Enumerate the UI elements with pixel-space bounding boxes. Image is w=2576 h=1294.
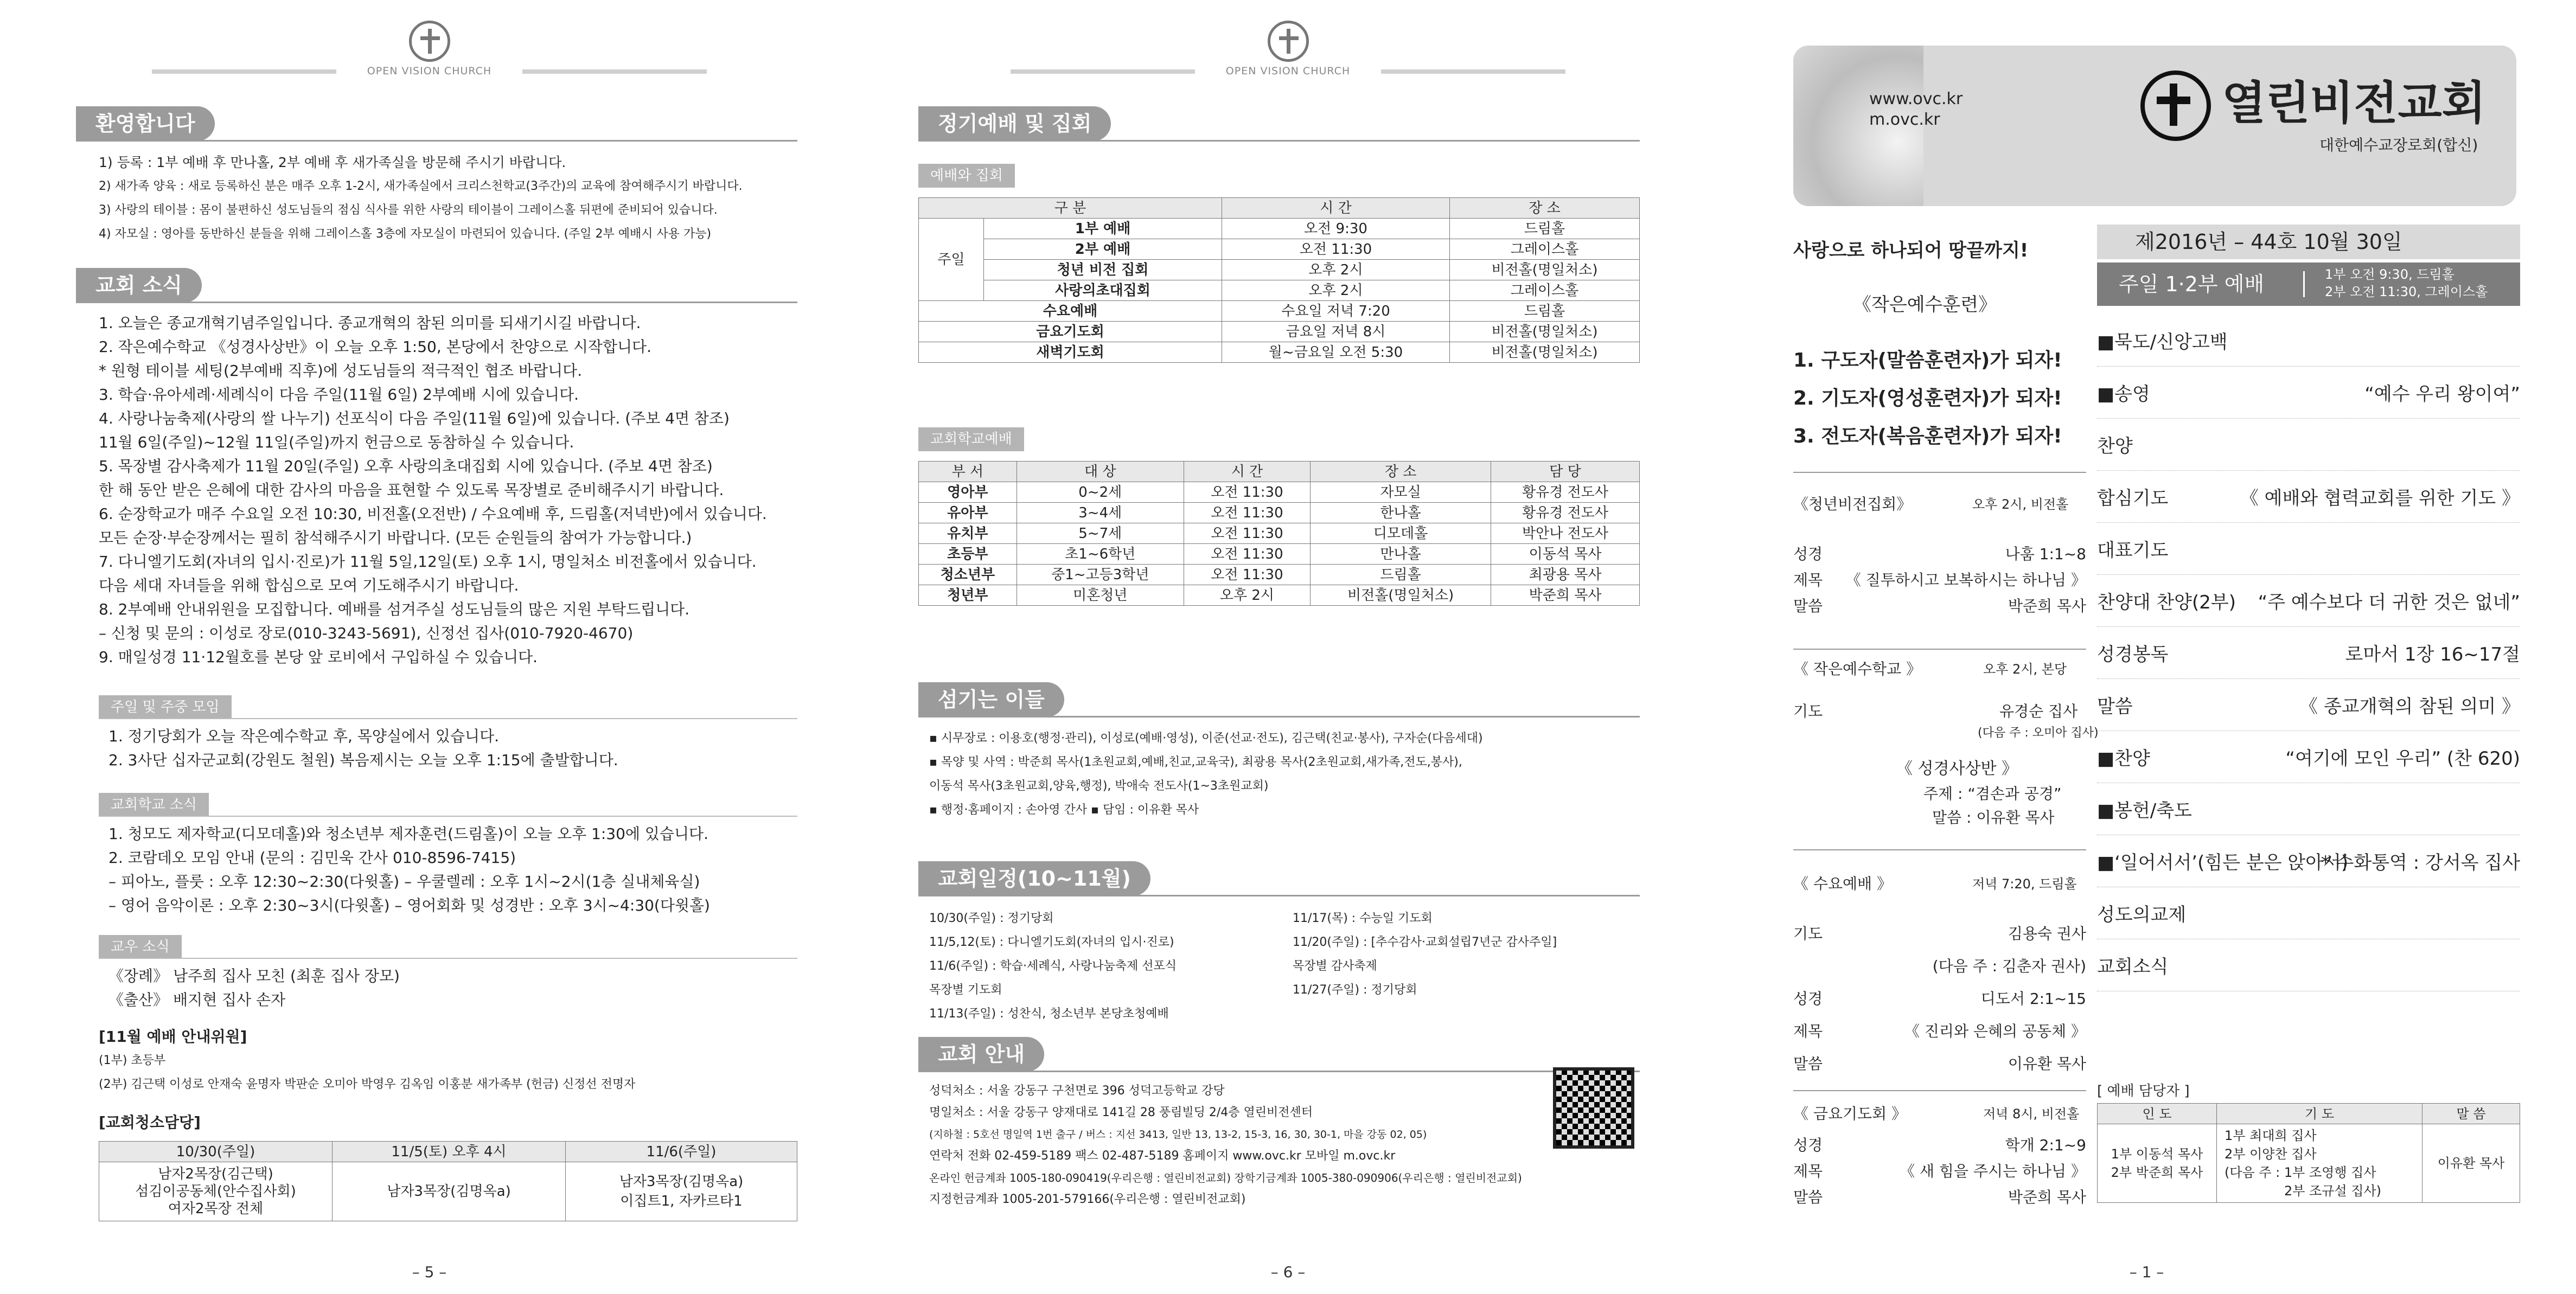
school-cell: 청소년부	[919, 565, 1017, 585]
worship-cell: 월~금요일 오전 5:30	[1222, 342, 1450, 363]
worship-cell: 금요일 저녁 8시	[1222, 322, 1450, 342]
divider	[1793, 649, 2086, 650]
small-school-speaker: 말씀 : 이유환 목사	[1932, 809, 2055, 827]
cleaning-title: [교회청소담당]	[99, 1113, 201, 1131]
divider	[918, 1071, 1640, 1072]
worship-cell: 금요기도회	[919, 322, 1222, 342]
worship-sub-title: 예배와 집회	[918, 164, 1015, 188]
news-line: * 원형 테이블 세팅(2부예배 직후)에 성도님들의 적극적인 협조 바랍니다.	[99, 362, 583, 380]
worship-cell: 1부 예배	[984, 219, 1222, 239]
worship-cell: 드림홀	[1450, 301, 1640, 322]
wednesday-time: 저녁 7:20, 드림홀	[1972, 876, 2077, 892]
small-school-subject: 주제 : “겸손과 공경”	[1923, 785, 2062, 803]
info-value: 디도서 2:1~15	[1980, 990, 2086, 1008]
duty-header: 인 도	[2098, 1104, 2217, 1124]
news-line: 2. 작은예수학교 《성경사상반》이 오늘 오후 1:50, 본당에서 찬양으로 시작합니다.	[99, 338, 651, 356]
cleaning-cell-line: 여자2목장 전체	[168, 1201, 264, 1217]
section-servants-title: 섬기는 이들	[918, 682, 1064, 717]
school-header: 담 당	[1491, 462, 1640, 482]
church-subtitle: OPEN VISION CHURCH	[367, 65, 492, 77]
order-label: 교회소식	[2097, 956, 2169, 978]
denomination: 대한예수교장로회(합신)	[2319, 136, 2478, 154]
info-label: 말씀	[1793, 597, 1823, 615]
order-label: 성경봉독	[2097, 644, 2169, 665]
worship-cell: 오후 2시	[1222, 260, 1450, 280]
section-worship-title: 정기예배 및 집회	[918, 106, 1111, 141]
order-label: ■송영	[2097, 383, 2150, 405]
cleaning-header: 10/30(주일)	[99, 1142, 333, 1162]
section-calendar-title: 교회일정(10~11월)	[918, 861, 1150, 896]
info-label: 성경	[1793, 990, 1823, 1008]
welcome-item: 1) 등록 : 1부 예배 후 만나홀, 2부 예배 후 새가족실을 방문해 주시기 바랍니다.	[99, 155, 566, 170]
worship-cell: 드림홀	[1450, 219, 1640, 239]
church-rule	[1011, 65, 1565, 79]
info-value: 《 새 힘을 주시는 하나님 》	[1900, 1162, 2086, 1180]
training-title: 《작은예수훈련》	[1853, 294, 1997, 316]
service-time: 2부 오전 11:30, 그레이스홀	[2325, 284, 2488, 299]
order-item	[2097, 630, 2520, 679]
small-school-prayer-next: (다음 주 : 오미아 집사)	[1978, 726, 2099, 740]
school-table	[918, 461, 1640, 606]
school-cell: 오전 11:30	[1184, 503, 1310, 523]
info-label: 제목	[1793, 1162, 1823, 1180]
order-item	[2097, 943, 2520, 991]
duty-prayer-line: 2부 이양찬 집사	[2225, 1146, 2317, 1162]
worship-group: 주일	[919, 219, 984, 301]
guide-line: (지하철 : 5호선 명일역 1번 출구 / 버스 : 지선 3413, 일반 13, 13-2, 15-3, 16, 30, 30-1, 마을 강동 02, 05)	[929, 1129, 1427, 1141]
calendar-line: 목장별 기도회	[929, 983, 1002, 997]
service-time: 1부 오전 9:30, 드림홀	[2325, 267, 2454, 282]
school-cell: 자모실	[1311, 482, 1491, 503]
church-logo-small	[0, 21, 859, 64]
member-news-line: 《출산》 배지현 집사 손자	[108, 991, 286, 1009]
school-news-line: 1. 청모도 제자학교(디모데홀)와 청소년부 제자훈련(드림홀)이 오늘 오후 1:30에 있습니다.	[108, 825, 708, 843]
page-number: – 5 –	[412, 1263, 447, 1281]
cross-icon	[409, 21, 450, 62]
school-sub-title: 교회학교예배	[918, 427, 1024, 451]
welcome-item: 4) 자모실 : 영아를 동반하신 분들을 위해 그레이스홀 3층에 자모실이 마련되어 있습니다. (주일 2부 예배시 사용 가능)	[99, 227, 712, 241]
small-school-class: 《 성경사상반 》	[1896, 759, 2018, 778]
news-line: 9. 매일성경 11·12월호를 본당 앞 로비에서 구입하실 수 있습니다.	[99, 648, 538, 666]
info-label: 제목	[1793, 571, 1823, 589]
servants-line: ▪ 목양 및 사역 : 박준희 목사(1초원교회,예배,친교,교육국), 최광용 목사(2초원교회,새가족,전도,봉사),	[929, 755, 1462, 769]
order-item	[2097, 578, 2520, 627]
welcome-item: 2) 새가족 양육 : 새로 등록하신 분은 매주 오후 1-2시, 새가족실에서 크리스천학교(3주간)의 교육에 참여해주시기 바랍니다.	[99, 180, 743, 193]
info-value: 이유환 목사	[2008, 1055, 2086, 1073]
cleaning-cell	[566, 1162, 797, 1221]
school-cell: 황유경 전도사	[1491, 503, 1640, 523]
worship-cell: 비전홀(명일처소)	[1450, 322, 1640, 342]
duty-lead-line: 1부 이동석 목사	[2111, 1146, 2203, 1162]
info-value: 학개 2:1~9	[2005, 1136, 2086, 1154]
worship-cell: 그레이스홀	[1450, 280, 1640, 301]
cleaning-header: 11/5(토) 오후 4시	[333, 1142, 566, 1162]
ushers-line: (1부) 초등부	[99, 1054, 166, 1067]
news-line: 11월 6일(주일)~12월 11일(주일)까지 헌금으로 동참하실 수 있습니다.	[99, 433, 574, 451]
training-item: 2. 기도자(영성훈련자)가 되자!	[1793, 387, 2062, 409]
guide-line: 온라인 헌금계좌 1005-180-090419(우리은행 : 열린비전교회) 장학기금계좌 1005-380-090906(우리은행 : 열린비전교회)	[929, 1171, 1522, 1184]
school-cell: 드림홀	[1311, 565, 1491, 585]
cross-icon	[1268, 21, 1309, 62]
member-news-line: 《장례》 남주희 집사 모친 (최훈 집사 장모)	[108, 967, 400, 985]
info-value: 박준희 목사	[2008, 597, 2086, 615]
calendar-line: 11/27(주일) : 정기당회	[1293, 983, 1417, 997]
order-value: 《 종교개혁의 참된 의미 》	[2299, 696, 2520, 718]
duty-prayer-line: (다음 주 : 1부 조영행 집사	[2225, 1165, 2376, 1180]
worship-header: 시 간	[1222, 198, 1450, 219]
news-line: 3. 학습·유아세례·세례식이 다음 주일(11월 6일) 2부예배 시에 있습니다.	[99, 386, 579, 403]
order-item	[2097, 838, 2520, 887]
order-label: 대표기도	[2097, 540, 2169, 561]
order-label: 찬양대 찬양(2부)	[2097, 592, 2236, 613]
order-item	[2097, 370, 2520, 419]
cleaning-cell-line: 남자3목장(김명옥a)	[619, 1174, 744, 1190]
divider	[99, 816, 797, 817]
training-item: 3. 전도자(복음훈련자)가 되자!	[1793, 425, 2062, 447]
service-label: 주일 1·2부 예배	[2119, 272, 2265, 296]
order-label: ■묵도/신앙고백	[2097, 331, 2228, 353]
worship-header: 구 분	[919, 198, 1222, 219]
worship-row	[919, 260, 1640, 280]
guide-line: 명일처소 : 서울 강동구 양재대로 141길 28 풍림빌딩 2/4층 열린비전센터	[929, 1106, 1313, 1119]
servants-line: 이동석 목사(3초원교회,양육,행정), 박애숙 전도사(1~3초원교회)	[929, 779, 1269, 793]
cross-heart-icon	[2140, 71, 2211, 141]
school-cell: 오전 11:30	[1184, 565, 1310, 585]
cleaning-cell-line: 섬김이공동체(안수집사회)	[135, 1183, 296, 1200]
school-cell: 영아부	[919, 482, 1017, 503]
info-value: 나훔 1:1~8	[2005, 545, 2086, 563]
friday-time: 저녁 8시, 비전홀	[1983, 1106, 2080, 1122]
news-line: 6. 순장학교가 매주 수요일 오전 10:30, 비전홀(오전반) / 수요예배 후, 드림홀(저녁반)에서 있습니다.	[99, 505, 767, 523]
school-cell: 오전 11:30	[1184, 482, 1310, 503]
school-cell: 만나홀	[1311, 544, 1491, 565]
group-line: 2. 3사단 십자군교회(강원도 철원) 복음제시는 오늘 오후 1:15에 출발합니다.	[108, 751, 618, 769]
wednesday-title: 《 수요예배 》	[1793, 875, 1892, 893]
order-value: “주 예수보다 더 귀한 것은 없네”	[2258, 592, 2520, 613]
page-1-cover	[1717, 0, 2576, 1294]
youth-title: 《청년비전집회》	[1793, 495, 1912, 513]
page-number: – 1 –	[2129, 1263, 2164, 1281]
section-member-news-title: 교우 소식	[99, 935, 182, 959]
worship-cell: 새벽기도회	[919, 342, 1222, 363]
page-6	[859, 0, 1717, 1294]
page-number: – 6 –	[1270, 1263, 1306, 1281]
order-label: ■봉헌/축도	[2097, 800, 2192, 822]
order-item	[2097, 526, 2520, 575]
calendar-line: 11/13(주일) : 성찬식, 청소년부 본당초청예배	[929, 1007, 1169, 1021]
news-line: 1. 오늘은 종교개혁기념주일입니다. 종교개혁의 참된 의미를 되새기시길 바랍니다.	[99, 314, 641, 332]
divider	[1793, 472, 2086, 473]
cleaning-cell: 남자3목장(김명옥a)	[333, 1162, 566, 1221]
school-cell: 오전 11:30	[1184, 544, 1310, 565]
worship-cell: 오후 2시	[1222, 280, 1450, 301]
calendar-line: 11/5,12(토) : 다니엘기도회(자녀의 입시·진로)	[929, 936, 1174, 949]
info-label: 기도	[1793, 925, 1823, 943]
worship-cell: 그레이스홀	[1450, 239, 1640, 260]
school-header: 부 서	[919, 462, 1017, 482]
order-label: 성도의교제	[2097, 904, 2187, 926]
worship-row	[919, 301, 1640, 322]
news-line: 다음 세대 자녀들을 위해 합심으로 모여 기도해주시기 바랍니다.	[99, 576, 519, 594]
order-item	[2097, 786, 2520, 835]
info-label: 성경	[1793, 1136, 1823, 1154]
calendar-line: 11/20(주일) : [추수감사·교회설립7년군 감사주일]	[1293, 936, 1557, 949]
school-cell: 3~4세	[1017, 503, 1184, 523]
small-school-prayer-label: 기도	[1793, 702, 1823, 720]
section-group-title: 주일 및 주중 모임	[99, 695, 232, 719]
section-school-news-title: 교회학교 소식	[99, 793, 209, 817]
small-school-title: 《 작은예수학교 》	[1793, 660, 1922, 678]
school-header: 장 소	[1311, 462, 1491, 482]
school-cell: 중1~고등3학년	[1017, 565, 1184, 585]
order-label: ■찬양	[2097, 748, 2150, 770]
section-welcome-title: 환영합니다	[76, 106, 215, 141]
school-cell: 오후 2시	[1184, 585, 1310, 606]
order-item	[2097, 682, 2520, 731]
worship-cell: 오전 9:30	[1222, 219, 1450, 239]
group-line: 1. 정기당회가 오늘 작은예수학교 후, 목양실에서 있습니다.	[108, 727, 500, 745]
school-cell: 한나홀	[1311, 503, 1491, 523]
info-label: 제목	[1793, 1022, 1823, 1040]
cleaning-cell-line: 이집트1, 자카르타1	[620, 1193, 743, 1209]
section-guide-title: 교회 안내	[918, 1037, 1044, 1072]
school-cell: 황유경 전도사	[1491, 482, 1640, 503]
section-news-title: 교회 소식	[76, 268, 202, 303]
cleaning-header: 11/6(주일)	[566, 1142, 797, 1162]
school-cell: 청년부	[919, 585, 1017, 606]
info-label: 말씀	[1793, 1188, 1823, 1206]
worship-cell: 청년 비전 집회	[984, 260, 1222, 280]
worship-row	[919, 322, 1640, 342]
school-cell: 박준희 목사	[1491, 585, 1640, 606]
school-cell: 유치부	[919, 523, 1017, 544]
school-header: 대 상	[1017, 462, 1184, 482]
worship-row	[919, 280, 1640, 301]
duty-lead	[2098, 1124, 2217, 1203]
school-cell: 박안나 전도사	[1491, 523, 1640, 544]
school-cell: 오전 11:30	[1184, 523, 1310, 544]
service-band	[2097, 262, 2520, 306]
worship-cell: 비전홀(명일처소)	[1450, 342, 1640, 363]
order-label: 찬양	[2097, 435, 2133, 457]
news-line: 8. 2부예배 안내위원을 모집합니다. 예배를 섬겨주실 성도님들의 많은 지원 부탁드립니다.	[99, 600, 690, 618]
school-cell: 초1~6학년	[1017, 544, 1184, 565]
order-label: 말씀	[2097, 696, 2133, 718]
church-name: 열린비전교회	[2222, 76, 2486, 130]
worship-cell: 2부 예배	[984, 239, 1222, 260]
order-label: 합심기도	[2097, 488, 2169, 509]
divider	[918, 140, 1640, 142]
youth-time: 오후 2시, 비전홀	[1972, 497, 2069, 512]
school-row	[919, 565, 1640, 585]
order-value: 《 예배와 협력교회를 위한 기도 》	[2240, 488, 2520, 509]
school-news-line: – 피아노, 플룻 : 오후 12:30~2:30(다윗홀) – 우쿨렐레 : 오후 1시~2시(1층 실내체육실)	[108, 873, 700, 891]
small-school-time: 오후 2시, 본당	[1983, 662, 2067, 677]
school-cell: 초등부	[919, 544, 1017, 565]
duty-title: [ 예배 담당자 ]	[2097, 1083, 2190, 1099]
info-label: 성경	[1793, 545, 1823, 563]
duty-header: 말 씀	[2422, 1104, 2520, 1124]
info-value: 《 진리와 은혜의 공동체 》	[1904, 1022, 2086, 1040]
worship-row	[919, 342, 1640, 363]
church-logo	[2140, 65, 2498, 168]
school-row	[919, 544, 1640, 565]
mobile-url[interactable]: m.ovc.kr	[1869, 110, 1940, 129]
school-row	[919, 585, 1640, 606]
school-cell: 5~7세	[1017, 523, 1184, 544]
duty-table	[2097, 1103, 2520, 1203]
ushers-title: [11월 예배 안내위원]	[99, 1028, 247, 1046]
friday-title: 《 금요기도회 》	[1793, 1105, 1907, 1123]
school-cell: 유아부	[919, 503, 1017, 523]
divider	[2303, 271, 2305, 297]
worship-row	[919, 239, 1640, 260]
worship-cell: 비전홀(명일처소)	[1450, 260, 1640, 280]
duty-header: 기 도	[2217, 1104, 2422, 1124]
cleaning-cell	[99, 1162, 333, 1221]
divider	[76, 302, 797, 303]
duty-prayer-line: 2부 조규설 집사)	[2284, 1183, 2381, 1199]
order-value: “여기에 모인 우리” (찬 620)	[2285, 748, 2520, 770]
school-row	[919, 523, 1640, 544]
info-value: 박준희 목사	[2008, 1188, 2086, 1206]
divider	[918, 895, 1640, 896]
news-line: 한 해 동안 받은 은혜에 대한 감사의 마음을 표현할 수 있도록 목장별로 준비해주시기 바랍니다.	[99, 481, 724, 499]
church-subtitle: OPEN VISION CHURCH	[1225, 65, 1351, 77]
duty-prayer-line: 1부 최대희 집사	[2225, 1128, 2317, 1143]
worship-row	[919, 219, 1640, 239]
worship-cell: 수요일 저녁 7:20	[1222, 301, 1450, 322]
duty-word: 이유환 목사	[2422, 1124, 2520, 1203]
issue-number: 제2016년 – 44호 10월 30일	[2135, 230, 2402, 254]
church-rule	[152, 65, 707, 79]
divider	[99, 958, 797, 959]
calendar-line: 목장별 감사축제	[1293, 959, 1377, 973]
servants-line: ▪ 시무장로 : 이용호(행정·관리), 이성로(예배·영성), 이준(선교·전도), 김근택(친교·봉사), 구자순(다음세대)	[929, 732, 1483, 745]
news-line: 7. 다니엘기도회(자녀의 입시·진로)가 11월 5일,12일(토) 오후 1시, 명일처소 비전홀에서 있습니다.	[99, 553, 757, 571]
cleaning-cell-line: 남자2목장(김근택)	[158, 1166, 273, 1182]
school-row	[919, 503, 1640, 523]
school-cell: 0~2세	[1017, 482, 1184, 503]
worship-rows	[919, 219, 1640, 363]
order-item	[2097, 891, 2520, 939]
small-school-prayer: 유경순 집사	[1999, 702, 2078, 720]
guide-line: 연락처 전화 02-459-5189 팩스 02-487-5189 홈페이지 www.ovc.kr 모바일 m.ovc.kr	[929, 1149, 1396, 1163]
issue-band	[2097, 225, 2520, 259]
school-cell: 디모데홀	[1311, 523, 1491, 544]
worship-cell: 오전 11:30	[1222, 239, 1450, 260]
cleaning-table	[99, 1141, 797, 1221]
news-line: 4. 사랑나눔축제(사랑의 쌀 나누기) 선포식이 다음 주일(11월 6일)에 있습니다. (주보 4면 참조)	[99, 409, 730, 427]
order-item	[2097, 318, 2520, 367]
school-cell: 비전홀(명일처소)	[1311, 585, 1491, 606]
worship-cell: 수요예배	[919, 301, 1222, 322]
welcome-item: 3) 사랑의 테이블 : 몸이 불편하신 성도님들의 점심 식사를 위한 사랑의 테이블이 그레이스홀 뒤편에 준비되어 있습니다.	[99, 203, 718, 217]
order-value: * 수화통역 : 강서옥 집사	[2321, 852, 2520, 874]
divider	[1793, 1090, 2086, 1091]
school-cell: 이동석 목사	[1491, 544, 1640, 565]
order-item	[2097, 474, 2520, 523]
order-value: 로마서 1장 16~17절	[2345, 644, 2520, 665]
servants-line: ▪ 행정·홈페이지 : 손아영 간사 ▪ 담임 : 이유환 목사	[929, 803, 1199, 817]
worship-header: 장 소	[1450, 198, 1640, 219]
divider	[918, 716, 1640, 718]
calendar-line: 11/6(주일) : 학습·세례식, 사랑나눔축제 선포식	[929, 959, 1177, 973]
school-news-line: 2. 코람데오 모임 안내 (문의 : 김민욱 간사 010-8596-7415)	[108, 849, 516, 867]
worship-table	[918, 197, 1640, 363]
training-item: 1. 구도자(말씀훈련자)가 되자!	[1793, 349, 2062, 371]
info-value: 《 질투하시고 보복하시는 하나님 》	[1845, 571, 2086, 589]
school-news-line: – 영어 음악이론 : 오후 2:30~3시(다윗홀) – 영어회화 및 성경반 : 오후 3시~4:30(다윗홀)	[108, 896, 710, 914]
duty-lead-line: 2부 박준희 목사	[2111, 1165, 2203, 1180]
divider	[99, 718, 797, 719]
worship-cell: 사랑의초대집회	[984, 280, 1222, 301]
news-line: 5. 목장별 감사축제가 11월 20일(주일) 오후 사랑의초대집회 시에 있습니다. (주보 4면 참조)	[99, 457, 713, 475]
website-url[interactable]: www.ovc.kr	[1869, 89, 1963, 108]
page-5	[0, 0, 859, 1294]
info-value: (다음 주 : 김춘자 권사)	[1932, 957, 2086, 975]
school-row	[919, 482, 1640, 503]
guide-line: 지정헌금계좌 1005-201-579166(우리은행 : 열린비전교회)	[929, 1193, 1246, 1206]
news-line: – 신청 및 문의 : 이성로 장로(010-3243-5691), 신정선 집사(010-7920-4670)	[99, 624, 634, 642]
school-cell: 최광용 목사	[1491, 565, 1640, 585]
school-cell: 미혼청년	[1017, 585, 1184, 606]
school-rows	[919, 482, 1640, 606]
motto: 사랑으로 하나되어 땅끝까지!	[1793, 240, 2029, 261]
order-item	[2097, 734, 2520, 783]
info-label: 말씀	[1793, 1055, 1823, 1073]
ushers-line: (2부) 김근택 이성로 안재숙 윤명자 박판순 오미아 박영우 김옥임 이홍분 새가족부 (헌금) 신정선 전명자	[99, 1078, 636, 1091]
order-item	[2097, 422, 2520, 471]
divider	[1793, 849, 2086, 850]
info-value: 김용숙 권사	[2008, 925, 2086, 943]
divider	[76, 140, 797, 142]
order-value: “예수 우리 왕이여”	[2364, 383, 2520, 405]
school-header: 시 간	[1184, 462, 1310, 482]
calendar-line: 11/17(목) : 수능일 기도회	[1293, 912, 1433, 925]
news-line: 모든 순장·부순장께서는 필히 참석해주시기 바랍니다. (모든 순원들의 참여가 가능합니다.)	[99, 529, 692, 547]
guide-line: 성덕처소 : 서울 강동구 구천면로 396 성덕고등학교 강당	[929, 1084, 1225, 1098]
church-logo-small	[859, 21, 1717, 64]
calendar-line: 10/30(주일) : 정기당회	[929, 912, 1054, 925]
duty-prayer	[2217, 1124, 2422, 1203]
qr-code[interactable]	[1553, 1067, 1634, 1149]
order-label: ■‘일어서서’(힘든 분은 앉아서)	[2097, 852, 2349, 874]
